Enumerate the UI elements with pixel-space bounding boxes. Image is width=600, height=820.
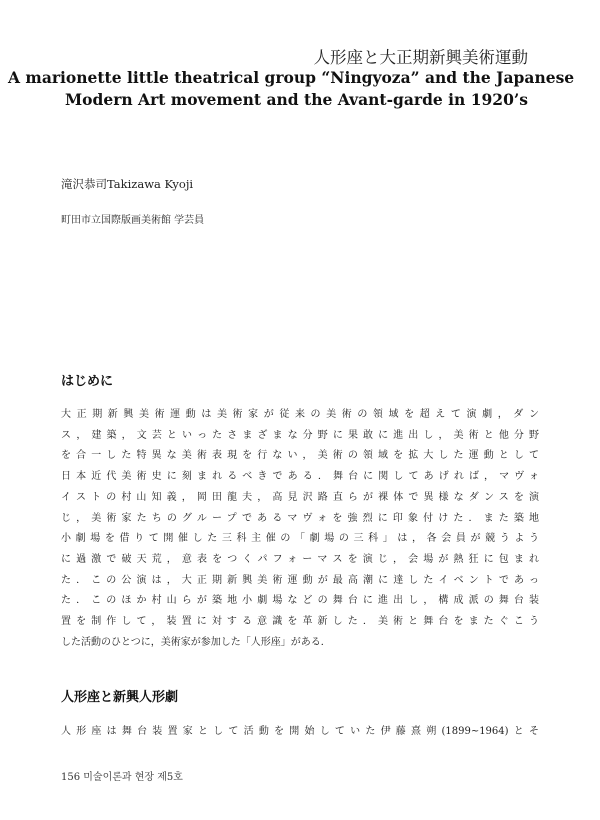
article-title-english: [8, 67, 575, 111]
article-title-japanese: 人形座と大正期新興美術運動: [313, 48, 528, 67]
author-affiliation: 町田市立国際版画美術館 学芸員: [61, 215, 205, 226]
body-line: 置を制作して，装置に対する意識を革新した．美術と舞台をまたぐこう: [61, 616, 539, 628]
body-line: した活動のひとつに，美術家が参加した「人形座」がある．: [61, 636, 331, 648]
body-line: に過激で破天荒，意表をつくパフォーマスを演じ，会場が熱狂に包まれ: [61, 553, 539, 565]
page-footer: 156 미술이론과 현장 제5호: [61, 772, 183, 783]
body-line: ス，建築，文芸といったさまざまな分野に果敢に進出し，美術と他分野: [61, 429, 539, 441]
body-line: じ，美術家たちのグループであるマヴォを強烈に印象付けた．また築地: [61, 512, 539, 524]
body-line: た．このほか村山らが築地小劇場などの舞台に進出し，構成派の舞台装: [61, 595, 539, 607]
body-line: 人形座は舞台装置家として活動を開始していた伊藤熹朔(1899~1964)とそ: [61, 726, 539, 737]
section-body-introduction: [61, 405, 539, 653]
body-line: 小劇場を借りて開催した三科主催の「劇場の三科」は，各会員が競うよう: [61, 533, 539, 545]
section-heading-introduction: はじめに: [61, 374, 114, 389]
title-en-line: Modern Art movement and the Avant-garde in 1920’s: [65, 90, 528, 109]
body-line: 日本近代美術史に刻まれるべきである．舞台に関してあげれば，マヴォ: [61, 471, 539, 483]
body-line: を合一した特異な美術表現を行ない，美術の領域を拡大した運動として: [61, 450, 539, 462]
title-en-line: A marionette little theatrical group “Ningyoza” and the Japanese: [8, 68, 575, 87]
section-body-ningyoza: [61, 722, 539, 743]
body-line: 大正期新興美術運動は美術家が従来の美術の領域を超えて演劇，ダン: [61, 409, 539, 420]
body-line: た．この公演は，大正期新興美術運動が最高潮に達したイベントであっ: [61, 574, 539, 586]
author-name: 滝沢恭司Takizawa Kyoji: [61, 177, 194, 191]
body-line: イストの村山知義，岡田龍夫，高見沢路直らが裸体で異様なダンスを演: [61, 491, 539, 503]
section-heading-ningyoza: 人形座と新興人形劇: [61, 690, 179, 705]
